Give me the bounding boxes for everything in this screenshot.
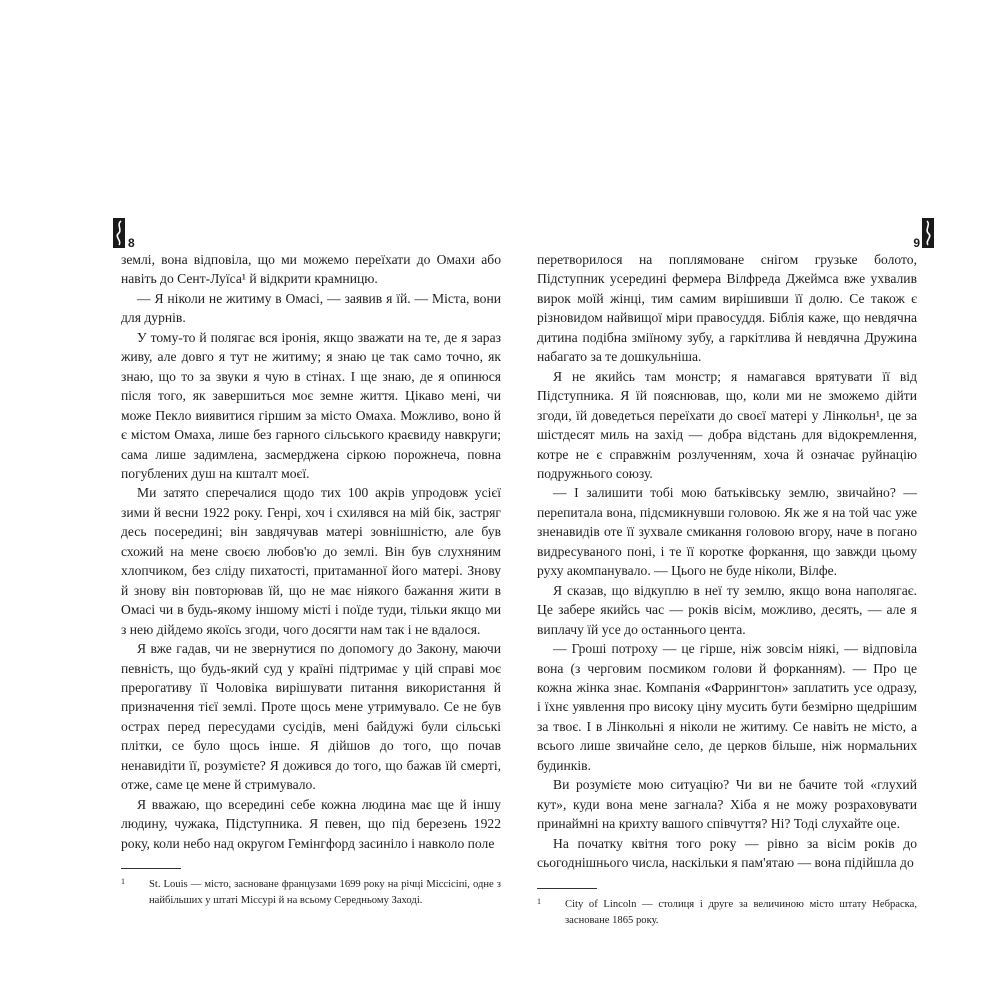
page-number: 8 [128,236,135,250]
footnote-number: 1 [537,896,541,906]
page-header [537,210,920,250]
paragraph [121,250,501,289]
page-header [121,210,501,250]
paragraph: Я вважаю, що всередині себе кожна людина має ще й іншу людину, чужака, Підступника. Я певен, що під березень 1922 року, коли небо над округом Гемінгфорд засиніло і навколо поле [121,796,501,851]
footnote-text: City of Lincoln — столиця і друге за величиною місто штату Небраска, засноване 1865 року. [565,898,917,926]
footnote [121,877,501,909]
page-number: 9 [913,236,920,250]
chapter-ornament-icon [113,218,125,248]
left-page [121,210,501,909]
chapter-ornament-icon [922,218,934,248]
paragraph: Я вже гадав, чи не звернутися по допомогу до Закону, маючи певність, що будь-який суд у країні підтримає у цій справі моє прерогативу її Чоловіка вирішувати питання використання й призначення тієї землі. Проте щось мене утримувало. Се не був острах перед пересудами сусідів, мені байдужі були сільські плітки, се було щось інше. Я дійшов до того, що почав ненавидіти її, розумієте? Я дожився до того, що бажав їй смерті, отже, саме це мене й стримувало. [121,641,501,793]
paragraph: У тому-то й полягає вся іронія, якщо зважати на те, де я зараз живу, але довго я тут не житиму; я знаю це так само точно, як знаю, що то за звуки я чую в стінах. І ще знаю, де я опинюся після того, як завершиться моє земне життя. Цікаво мені, чи може Пекло виявитися гіршим за місто Омаха. Можливо, воно й є містом Омаха, лише без гарного сільського краєвиду навкруги; сама лише задимлена, засмерджена сіркою порожнеча, повна погублених душ на кшталт моєї. [121,329,501,481]
footnote-rule [121,868,181,869]
footnote-number: 1 [121,877,125,887]
right-page [537,210,920,929]
paragraph: Ми затято сперечалися щодо тих 100 акрів упродовж усієї зими й весни 1922 року. Генрі, хоч і схилявся на мій бік, застряг десь посередині; він завдячував матері зовнішністю, але був схожий на мене своєю любов'ю до землі. Він був слухняним хлопчиком, без сліду пихатості, притаманної його матері. Знову й знову він повторював їй, що не має ніякого бажання жити в Омасі чи в будь-якому іншому місті і поїде туди, тільки якщо ми з нею дійдемо якоїсь згоди, чого досягти нам так і не вдалося. [121,485,501,637]
paragraph: На початку квітня того року — рівно за вісім років до сьогоднішнього числа, наскільки я пам'ятаю — вона підійшла до [537,835,917,871]
paragraph-text-a: землі, вона відповіла, що ми можемо переїхати до Омахи або навіть до Сент-Луїса¹ й відкрити крамницю. [121,252,501,287]
page-body [121,250,501,853]
footnote [537,897,917,929]
footnote-rule [537,888,597,889]
paragraph: Я не якийсь там монстр; я намагався врятувати її від Підступника. Я їй пояснював, що, коли ми не зможемо дійти згоди, їй доведеться переїхати до своєї матері у Лінкольн¹, це за шістдесят миль на захід — добра відстань для відокремлення, котре не є справжнім розлученням, хоча й означає руйнацію подружнього союзу. [537,368,917,481]
footnote-text: St. Louis — місто, засноване французами 1699 року на річці Міссісіпі, одне з найбільших у штаті Міссурі й на всьому Середньому Заході. [149,879,501,907]
paragraph: Я сказав, що відкуплю в неї ту землю, якщо вона наполягає. Це забере якийсь час — років вісім, можливо, десять, — але я виплачу їй усе до останнього цента. [537,582,917,637]
paragraph: Ви розумієте мою ситуацію? Чи ви не бачите той «глухий кут», куди вона мене загнала? Хіба я не можу розраховувати принаймні на крихту вашого співчуття? Ні? Тоді слухайте оце. [537,777,917,832]
paragraph: — Я ніколи не житиму в Омасі, — заявив я їй. — Міста, вони для дурнів. [121,290,501,326]
paragraph: перетворилося на поплямоване снігом грузьке болото, Підступник усередині фермера Вілфреда Джеймса вже ухвалив вирок моїй жінці, тим самим вирішивши її долю. Се також є різновидом найвищої міри правосуддя. Біблія каже, що невдячна дитина подібна зміїному зубу, а гаркітлива й невдячна Дружина набагато за те дошкульніша. [537,252,917,365]
page-body [537,250,917,873]
paragraph: — І залишити тобі мою батьківську землю, звичайно? — перепитала вона, підсмикнувши головою. Як же я на той час уже зненавидів оте її зухвале смикання головою вгору, наче в погано видресуваного поні, і те її коротке форкання, що завжди цьому руху акомпанувало. — Цього не буде ніколи, Вілфе. [537,485,917,579]
paragraph: — Гроші потроху — це гірше, ніж зовсім ніякі, — відповіла вона (з черговим посмиком голови й форканням). — Про це кожна жінка знає. Компанія «Фаррингтон» заплатить усе одразу, і їхнє уявлення про високу ціну мусить бути безмірно щедрішим за твоє. І в Лінкольні я ніколи не житиму. Се навіть не місто, а всього лише звичайне село, де церков більше, ніж нормальних будинків. [537,641,917,773]
